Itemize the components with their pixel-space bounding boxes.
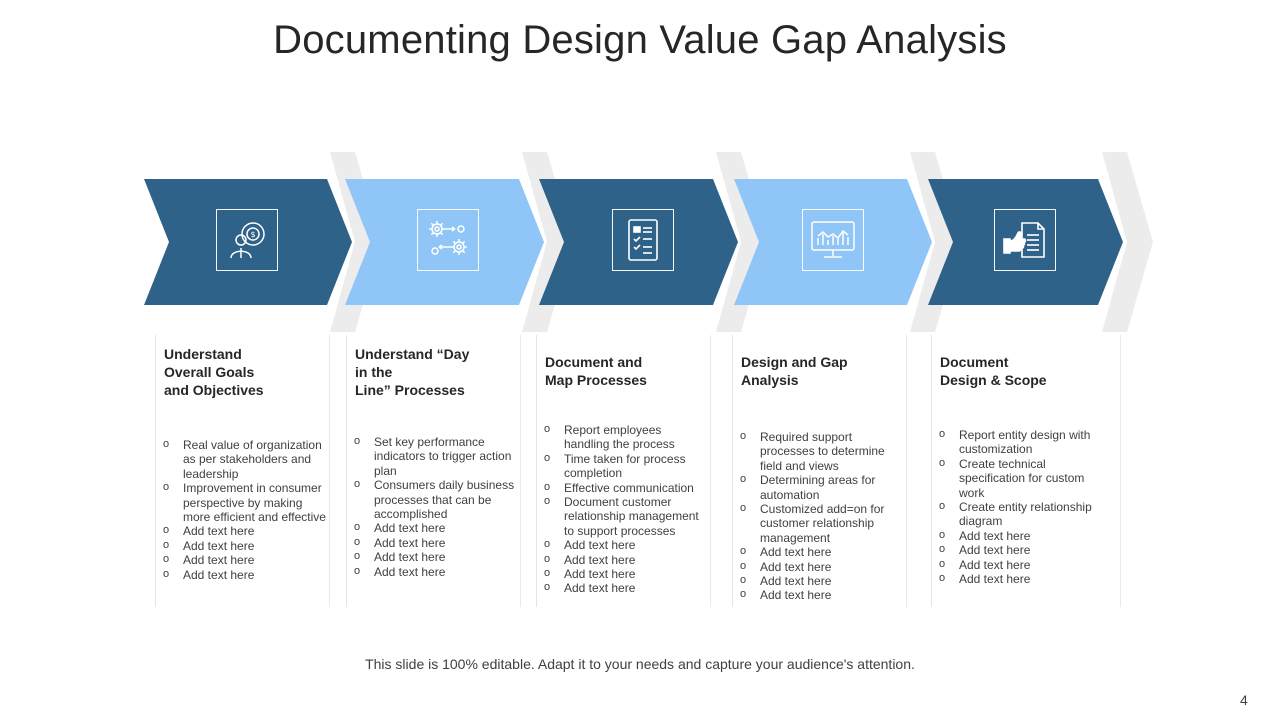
checklist-document-icon xyxy=(612,209,674,271)
list-item: o Add text here xyxy=(733,588,905,602)
list-item: o Add text here xyxy=(932,529,1104,543)
monitor-chart-icon xyxy=(802,209,864,271)
list-item: o Create entity relationship diagram xyxy=(932,500,1104,529)
list-item: o Document customer relationship management to support processes xyxy=(537,495,709,538)
list-item: o Add text here xyxy=(347,565,519,579)
list-item: o Add text here xyxy=(156,539,328,553)
list-item: o Add text here xyxy=(156,524,328,538)
step-2-title: Understand “Day in the Line” Processes xyxy=(355,346,470,398)
gears-process-icon xyxy=(417,209,479,271)
list-item: o Real value of organization as per stakeholders and leadership xyxy=(156,438,328,481)
list-item: o Consumers daily business processes that can be accomplished xyxy=(347,478,519,521)
list-item: o Customized add=on for customer relationship management xyxy=(733,502,905,545)
step-1-bullets xyxy=(156,438,328,582)
list-item: o Add text here xyxy=(733,545,905,559)
step-4-column xyxy=(732,335,907,607)
step-4-bullets xyxy=(733,430,905,603)
list-item: o Add text here xyxy=(347,550,519,564)
list-item: o Add text here xyxy=(932,572,1104,586)
slide-title: Documenting Design Value Gap Analysis xyxy=(273,18,1007,62)
step-4-title: Design and Gap Analysis xyxy=(741,354,848,388)
step-5-bullets xyxy=(932,428,1104,586)
svg-text:$: $ xyxy=(250,230,256,239)
step-3-bullets xyxy=(537,423,709,596)
list-item: o Improvement in consumer perspective by making more efficient and effective xyxy=(156,481,328,524)
list-item: o Set key performance indicators to trigger action plan xyxy=(347,435,519,478)
list-item: o Add text here xyxy=(347,536,519,550)
step-1-title: Understand Overall Goals and Objectives xyxy=(164,346,264,398)
footer-note: This slide is 100% editable. Adapt it to your needs and capture your audience's attention. xyxy=(365,656,915,672)
list-item: o Add text here xyxy=(932,558,1104,572)
list-item: o Add text here xyxy=(537,553,709,567)
list-item: o Add text here xyxy=(156,568,328,582)
list-item: o Add text here xyxy=(537,581,709,595)
list-item: o Report employees handling the process xyxy=(537,423,709,452)
step-3-title: Document and Map Processes xyxy=(545,354,647,388)
list-item: o Report entity design with customization xyxy=(932,428,1104,457)
businessman-target-icon xyxy=(216,209,278,271)
list-item: o Time taken for process completion xyxy=(537,452,709,481)
list-item: o Add text here xyxy=(932,543,1104,557)
hand-document-icon xyxy=(994,209,1056,271)
step-3-column xyxy=(536,335,711,607)
list-item: o Add text here xyxy=(156,553,328,567)
list-item: o Create technical specification for custom work xyxy=(932,457,1104,500)
list-item: o Add text here xyxy=(733,560,905,574)
list-item: o Determining areas for automation xyxy=(733,473,905,502)
list-item: o Add text here xyxy=(537,538,709,552)
list-item: o Add text here xyxy=(537,567,709,581)
list-item: o Effective communication xyxy=(537,481,709,495)
list-item: o Add text here xyxy=(347,521,519,535)
list-item: o Required support processes to determine field and views xyxy=(733,430,905,473)
step-1-column xyxy=(155,335,330,607)
list-item: o Add text here xyxy=(733,574,905,588)
step-2-column xyxy=(346,335,521,607)
step-2-bullets xyxy=(347,435,519,579)
page-number: 4 xyxy=(1240,692,1248,708)
step-5-title: Document Design & Scope xyxy=(940,354,1047,388)
step-5-column xyxy=(931,335,1121,607)
